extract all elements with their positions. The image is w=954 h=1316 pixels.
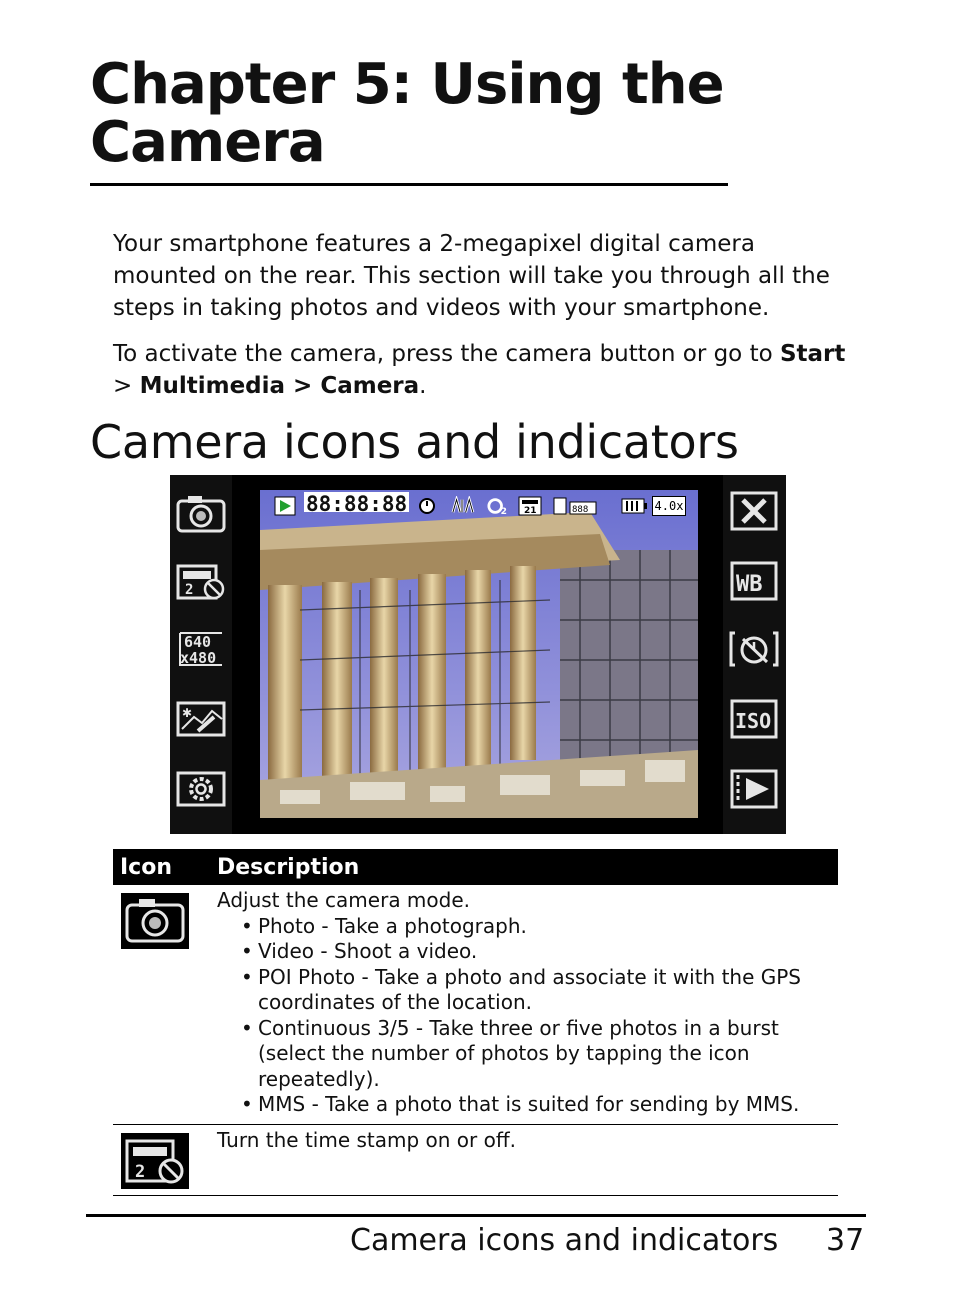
capture-mode-play-icon bbox=[274, 496, 296, 516]
time-stamp-icon bbox=[176, 561, 226, 601]
section-heading: Camera icons and indicators bbox=[90, 415, 739, 469]
gallery-play-icon bbox=[729, 769, 779, 809]
svg-text:2: 2 bbox=[135, 1161, 146, 1182]
camera-screenshot bbox=[170, 475, 786, 834]
settings-icon bbox=[176, 769, 226, 809]
menu-path-multimedia-camera: Multimedia > Camera bbox=[139, 373, 420, 399]
viewfinder-photo bbox=[260, 490, 698, 818]
white-balance-label: WB bbox=[736, 572, 763, 597]
close-icon bbox=[729, 491, 779, 531]
zoom-level-indicator: 4.0x bbox=[652, 496, 686, 516]
camera-mode-description: Adjust the camera mode. bbox=[217, 888, 471, 912]
table-description-cell bbox=[203, 885, 838, 1124]
column-header-description: Description bbox=[203, 849, 838, 885]
storage-status-icon bbox=[552, 496, 598, 516]
column-header-icon: Icon bbox=[113, 849, 203, 885]
list-item: • Continuous 3/5 - Take three or five photos in a burst (select the number of photos by tapping the icon repeatedly). bbox=[217, 1016, 838, 1093]
activation-text: To activate the camera, press the camera button or go to bbox=[113, 341, 780, 367]
footer-section-title: Camera icons and indicators bbox=[350, 1223, 779, 1258]
table-row bbox=[113, 885, 838, 1124]
iso-icon bbox=[729, 699, 779, 739]
effects-icon bbox=[176, 699, 226, 739]
page-number: 37 bbox=[826, 1223, 865, 1258]
iso-label: ISO bbox=[735, 709, 772, 733]
camera-left-toolbar bbox=[170, 475, 232, 834]
table-header-row bbox=[113, 849, 838, 885]
camera-status-bar bbox=[260, 490, 698, 520]
table-icon-cell bbox=[113, 885, 203, 1124]
camera-icon-table bbox=[113, 849, 838, 1196]
svg-text:2: 2 bbox=[500, 507, 507, 516]
camera-viewfinder bbox=[260, 490, 698, 818]
table-row bbox=[113, 1124, 838, 1196]
chapter-title-rule bbox=[90, 183, 728, 186]
resolution-icon bbox=[176, 629, 226, 669]
list-item: • Photo - Take a photograph. bbox=[217, 914, 838, 940]
sentence-period: . bbox=[419, 373, 427, 399]
camera-mode-icon bbox=[176, 493, 226, 533]
battery-icon bbox=[620, 496, 648, 516]
menu-path-start: Start bbox=[779, 341, 846, 367]
activation-paragraph bbox=[113, 338, 863, 402]
resolution-bottom-text: x480 bbox=[180, 649, 217, 667]
footer-rule bbox=[86, 1214, 866, 1217]
svg-text:888: 888 bbox=[572, 505, 589, 515]
camera-mode-icon bbox=[121, 893, 189, 949]
svg-text:21: 21 bbox=[524, 506, 537, 516]
stabilizer-status-icon bbox=[448, 496, 476, 516]
continuous-status-icon bbox=[484, 496, 510, 516]
time-stamp-icon bbox=[121, 1133, 189, 1189]
white-balance-icon bbox=[729, 561, 779, 601]
time-stamp-status-icon bbox=[518, 496, 542, 516]
list-item: • POI Photo - Take a photo and associate it with the GPS coordinates of the location. bbox=[217, 965, 838, 1016]
menu-path-separator: > bbox=[113, 373, 140, 399]
self-timer-icon bbox=[729, 629, 779, 669]
camera-mode-list bbox=[217, 914, 838, 1118]
camera-right-toolbar bbox=[723, 475, 786, 834]
svg-text:✱: ✱ bbox=[182, 706, 193, 720]
list-item: • MMS - Take a photo that is suited for sending by MMS. bbox=[217, 1092, 838, 1118]
resolution-top-text: 640 bbox=[184, 633, 212, 651]
recording-timer: 88:88:88 bbox=[306, 492, 408, 516]
self-timer-status-icon bbox=[416, 496, 438, 516]
table-icon-cell bbox=[113, 1124, 203, 1196]
chapter-title: Chapter 5: Using the Camera bbox=[90, 52, 724, 175]
list-item: • Video - Shoot a video. bbox=[217, 939, 838, 965]
intro-paragraph: Your smartphone features a 2-megapixel digital camera mounted on the rear. This section will take you through all the steps in taking photos and videos with your smartphone. bbox=[113, 231, 830, 321]
svg-text:2: 2 bbox=[185, 582, 194, 598]
table-description-cell bbox=[203, 1124, 838, 1196]
time-stamp-description: Turn the time stamp on or off. bbox=[217, 1127, 516, 1152]
